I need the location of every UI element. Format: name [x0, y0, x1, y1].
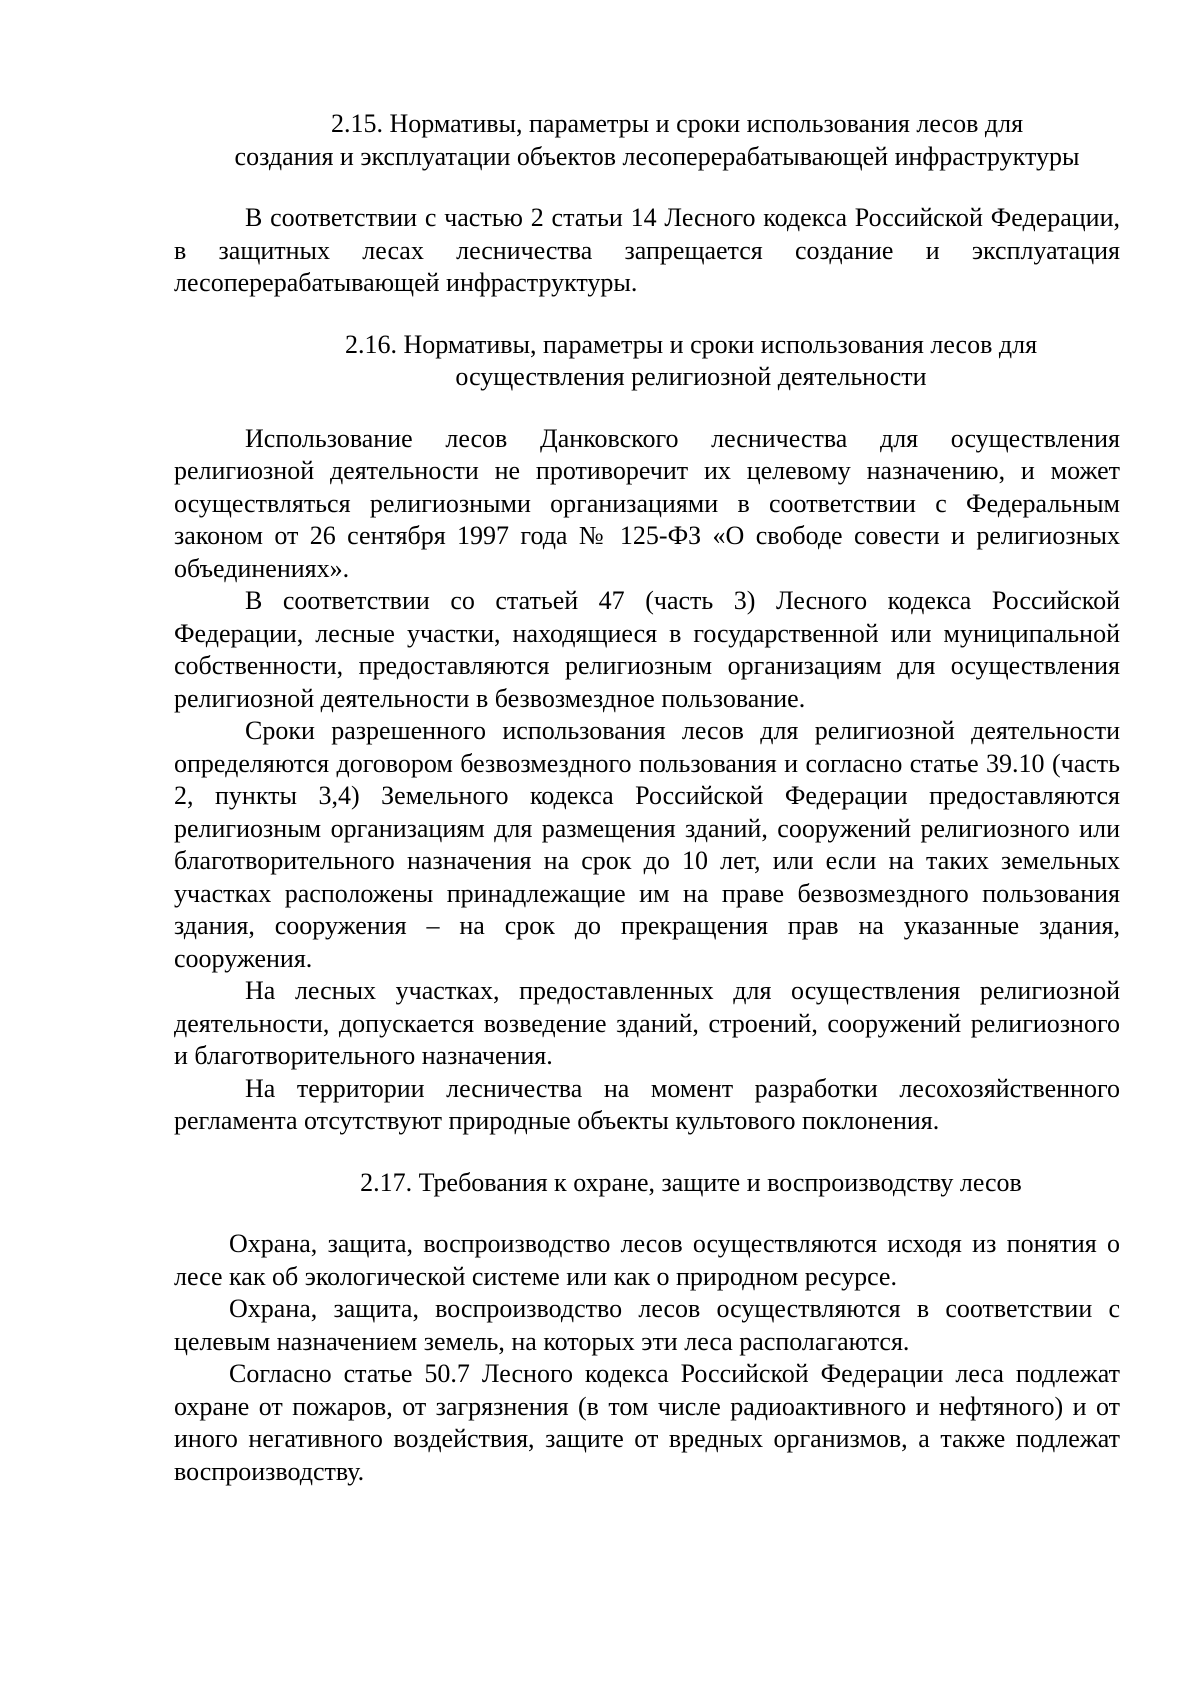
section-2-16-paragraph-4: На лесных участках, предоставленных для осуществления религиозной деятельности, допускается возведение зданий, строений, сооружений религиозного и благотворительного назначения. [174, 976, 1120, 1070]
section-2-16-paragraph-1: Использование лесов Данковского лесничества для осуществления религиозной деятельности не противоречит их целевому назначению, и может осуществляться религиозными организациями в соответствии с Федеральным законом от 26 сентября 1997 года № 125-ФЗ «О свободе совести и религиозных объединениях». [174, 423, 1120, 583]
section-2-15-heading-line-2: создания и эксплуатации объектов лесоперерабатывающей инфраструктуры [234, 141, 1080, 171]
section-2-15-paragraph-1: В соответствии с частью 2 статьи 14 Лесного кодекса Российской Федерации, в защитных лесах лесничества запрещается создание и эксплуатация лесоперерабатывающей инфраструктуры. [174, 203, 1120, 297]
section-2-15-heading-line-1: 2.15. Нормативы, параметры и сроки использования лесов для [330, 109, 1024, 138]
document-page [174, 108, 1120, 1488]
section-2-17-heading [174, 1167, 1120, 1200]
section-2-16-heading-line-1: 2.16. Нормативы, параметры и сроки использования лесов для [344, 329, 1038, 359]
section-2-17-paragraph-1: Охрана, защита, воспроизводство лесов осуществляются исходя из понятия о лесе как об экологической системе или как о природном ресурсе. [174, 1229, 1120, 1291]
section-2-16-paragraph-5: На территории лесничества на момент разработки лесохозяйственного регламента отсутствуют природные объекты культового поклонения. [174, 1073, 1120, 1135]
section-2-17-paragraph-2: Охрана, защита, воспроизводство лесов осуществляются в соответствии с целевым назначением земель, на которых эти леса располагаются. [174, 1294, 1120, 1356]
section-2-16-paragraph-3: Сроки разрешенного использования лесов для религиозной деятельности определяются договором безвозмездного пользования и согласно статье 39.10 (часть 2, пункты 3,4) Земельного кодекса Российской Федерации предоставляются религиозным организациям для размещения зданий, сооружений религиозного или благотворительного назначения на срок до 10 лет, или если на таких земельных участках расположены принадлежащие им на праве безвозмездного пользования здания, сооружения – на срок до прекращения прав на указанные здания, сооружения. [174, 716, 1120, 973]
section-2-16-heading-line-2: осуществления религиозной деятельности [455, 362, 927, 391]
section-2-17-heading-line-1: 2.17. Требования к охране, защите и воспроизводству лесов [360, 1167, 1022, 1197]
section-2-17-paragraph-3: Согласно статье 50.7 Лесного кодекса Российской Федерации леса подлежат охране от пожаров, от загрязнения (в том числе радиоактивного и нефтяного) и от иного негативного воздействия, защите от вредных организмов, а также подлежат воспроизводству. [174, 1359, 1120, 1486]
section-2-15-heading [174, 108, 1120, 173]
section-2-16-paragraph-2: В соответствии со статьей 47 (часть 3) Лесного кодекса Российской Федерации, лесные участки, находящиеся в государственной или муниципальной собственности, предоставляются религиозным организациям для осуществления религиозной деятельности в безвозмездное пользование. [174, 586, 1120, 713]
section-2-16-heading [174, 329, 1120, 394]
